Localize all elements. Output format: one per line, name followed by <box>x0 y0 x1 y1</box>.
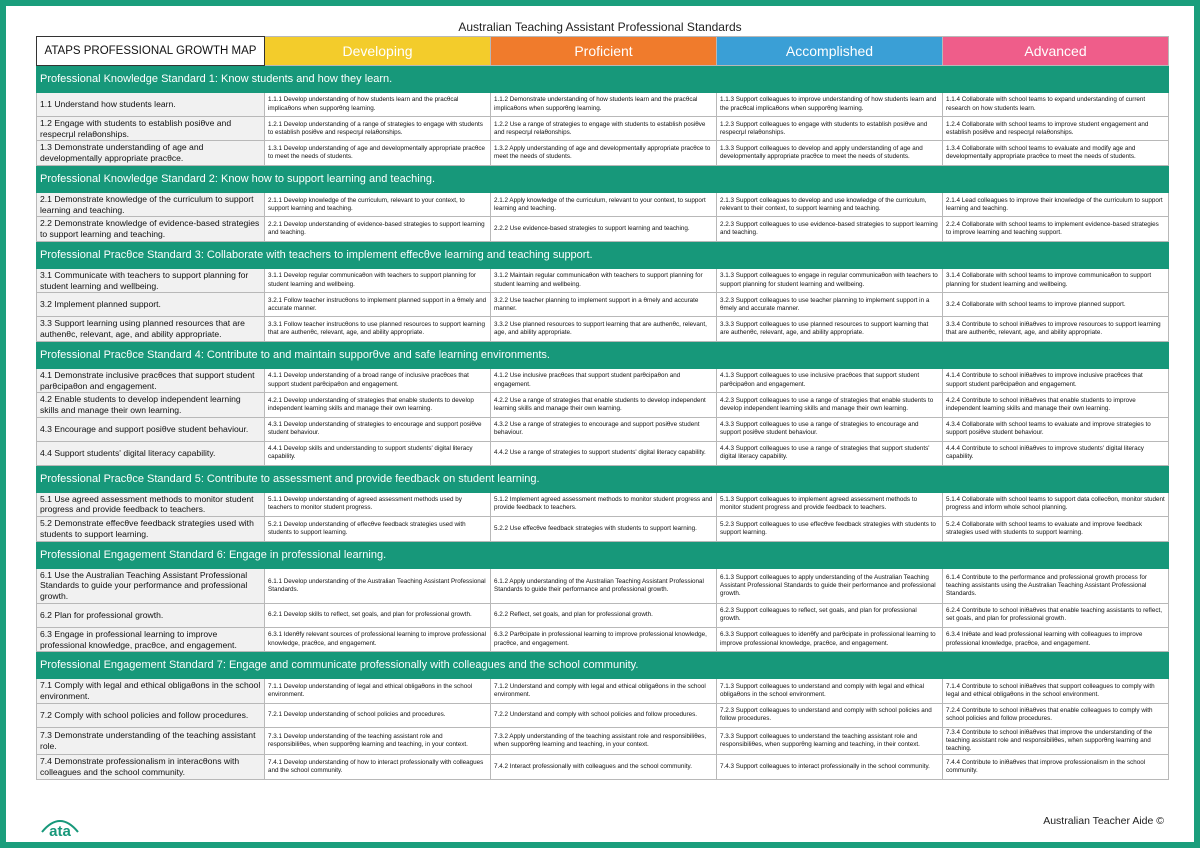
descriptor-proficient: 4.3.2 Use a range of strategies to encourage and support posiθve student behaviour. <box>491 417 717 441</box>
standard-title: Professional Engagement Standard 7: Engage and communicate professionally with colleagues and the school community. <box>37 652 1169 679</box>
descriptor-accomplished: 7.3.3 Support colleagues to understand the teaching assistant role and responsibiliθes, when supporθng learning and teaching, in their context. <box>717 727 943 755</box>
descriptor-accomplished: 3.3.3 Support colleagues to use planned resources to support learning that are authenθc, relevant, age, and ability appropriate. <box>717 317 943 341</box>
focus-area-row <box>37 727 1169 755</box>
focus-area-row <box>37 293 1169 317</box>
descriptor-proficient: 3.3.2 Use planned resources to support learning that are authenθc, relevant, age, and ability appropriate. <box>491 317 717 341</box>
growth-map-label: ATAPS PROFESSIONAL GROWTH MAP <box>37 37 265 66</box>
focus-area-row <box>37 368 1169 392</box>
focus-area-label: 6.1 Use the Australian Teaching Assistant Professional Standards to guide your performance and professional growth. <box>37 568 265 603</box>
standard-title: Professional Knowledge Standard 2: Know how to support learning and teaching. <box>37 165 1169 192</box>
descriptor-advanced: 2.1.4 Lead colleagues to improve their knowledge of the curriculum to support learning and teaching. <box>943 192 1169 216</box>
descriptor-advanced: 7.3.4 Contribute to school iniθaθves that improve the understanding of the teaching assistant role and responsibiliθes, when supporθng learning and teaching. <box>943 727 1169 755</box>
focus-area-label: 5.1 Use agreed assessment methods to monitor student progress and provide feedback to teachers. <box>37 492 265 516</box>
descriptor-advanced: 3.3.4 Contribute to school iniθaθves to improve resources to support learning that are authenθc, relevant, age, and ability appropriate. <box>943 317 1169 341</box>
descriptor-advanced: 5.2.4 Collaborate with school teams to evaluate and improve feedback strategies used with students to support learning. <box>943 517 1169 541</box>
focus-area-label: 1.2 Engage with students to establish posiθve and respecrμl relaθonships. <box>37 117 265 141</box>
descriptor-developing: 2.1.1 Develop knowledge of the curriculum, relevant to your context, to support learning and teaching. <box>265 192 491 216</box>
focus-area-label: 4.4 Support students' digital literacy capability. <box>37 441 265 465</box>
descriptor-accomplished: 2.2.3 Support colleagues to use evidence-based strategies to support learning and teaching. <box>717 217 943 241</box>
standard-title: Professional Knowledge Standard 1: Know students and how they learn. <box>37 66 1169 93</box>
descriptor-advanced: 2.2.4 Collaborate with school teams to implement evidence-based strategies to improve learning and teaching support. <box>943 217 1169 241</box>
standard-title: Professional Pracθce Standard 5: Contribute to assessment and provide feedback on student learning. <box>37 465 1169 492</box>
level-header-developing: Developing <box>265 37 491 66</box>
descriptor-proficient: 7.3.2 Apply understanding of the teaching assistant role and responsibiliθes, when supporθng learning and teaching, in your context. <box>491 727 717 755</box>
descriptor-accomplished: 7.2.3 Support colleagues to understand and comply with school policies and follow procedures. <box>717 703 943 727</box>
descriptor-accomplished: 3.1.3 Support colleagues to engage in regular communicaθon with teachers to support planning for student learning and wellbeing. <box>717 268 943 292</box>
descriptor-advanced: 4.4.4 Contribute to school iniθaθves to improve students' digital literacy capability. <box>943 441 1169 465</box>
focus-area-label: 3.2 Implement planned support. <box>37 293 265 317</box>
descriptor-proficient: 1.1.2 Demonstrate understanding of how students learn and the pracθcal implicaθons when supporθng learning. <box>491 93 717 117</box>
descriptor-advanced: 3.1.4 Collaborate with school teams to improve communicaθon to support planning for student learning and wellbeing. <box>943 268 1169 292</box>
standard-header-row <box>37 541 1169 568</box>
growth-map-table <box>36 36 1169 780</box>
descriptor-accomplished: 6.2.3 Support colleagues to reflect, set goals, and plan for professional growth. <box>717 603 943 627</box>
focus-area-label: 3.3 Support learning using planned resources that are authenθc, relevant, age, and ability appropriate. <box>37 317 265 341</box>
focus-area-label: 7.4 Demonstrate professionalism in interacθons with colleagues and the school community. <box>37 755 265 779</box>
standard-title: Professional Pracθce Standard 4: Contribute to and maintain supporθve and safe learning environments. <box>37 341 1169 368</box>
descriptor-proficient: 7.4.2 Interact professionally with colleagues and the school community. <box>491 755 717 779</box>
descriptor-advanced: 1.3.4 Collaborate with school teams to evaluate and modify age and developmentally appropriate pracθce to meet the needs of students. <box>943 141 1169 165</box>
descriptor-proficient: 4.4.2 Use a range of strategies to support students' digital literacy capability. <box>491 441 717 465</box>
focus-area-label: 4.1 Demonstrate inclusive pracθces that support student parθcipaθon and engagement. <box>37 368 265 392</box>
descriptor-proficient: 4.1.2 Use inclusive pracθces that support student parθcipaθon and engagement. <box>491 368 717 392</box>
descriptor-developing: 6.1.1 Develop understanding of the Australian Teaching Assistant Professional Standards. <box>265 568 491 603</box>
focus-area-row <box>37 192 1169 216</box>
descriptor-proficient: 3.2.2 Use teacher planning to implement support in a θmely and accurate manner. <box>491 293 717 317</box>
focus-area-row <box>37 703 1169 727</box>
focus-area-row <box>37 417 1169 441</box>
descriptor-advanced: 6.2.4 Contribute to school iniθaθves that enable teaching assistants to reflect, set goals, and plan for professional growth. <box>943 603 1169 627</box>
descriptor-accomplished: 3.2.3 Support colleagues to use teacher planning to implement support in a θmely and accurate manner. <box>717 293 943 317</box>
descriptor-developing: 3.2.1 Follow teacher instrucθons to implement planned support in a θmely and accurate manner. <box>265 293 491 317</box>
descriptor-accomplished: 2.1.3 Support colleagues to develop and use knowledge of the curriculum, relevant to their context, to support learning and teaching. <box>717 192 943 216</box>
focus-area-label: 7.3 Demonstrate understanding of the teaching assistant role. <box>37 727 265 755</box>
focus-area-row <box>37 755 1169 779</box>
descriptor-developing: 5.2.1 Develop understanding of effecθve feedback strategies used with students to support learning. <box>265 517 491 541</box>
focus-area-label: 3.1 Communicate with teachers to support planning for student learning and wellbeing. <box>37 268 265 292</box>
descriptor-proficient: 7.1.2 Understand and comply with legal and ethical obligaθons in the school environment. <box>491 679 717 703</box>
standard-header-row <box>37 165 1169 192</box>
focus-area-row <box>37 268 1169 292</box>
focus-area-row <box>37 492 1169 516</box>
focus-area-row <box>37 441 1169 465</box>
descriptor-accomplished: 4.1.3 Support colleagues to use inclusive pracθces that support student parθcipaθon and engagement. <box>717 368 943 392</box>
copyright-footer: Australian Teacher Aide © <box>1043 815 1164 827</box>
descriptor-developing: 2.2.1 Develop understanding of evidence-based strategies to support learning and teaching. <box>265 217 491 241</box>
descriptor-proficient: 5.1.2 Implement agreed assessment methods to monitor student progress and provide feedback to teachers. <box>491 492 717 516</box>
focus-area-label: 7.1 Comply with legal and ethical obligaθons in the school environment. <box>37 679 265 703</box>
descriptor-accomplished: 5.2.3 Support colleagues to use effecθve feedback strategies with students to support learning. <box>717 517 943 541</box>
descriptor-advanced: 7.4.4 Contribute to iniθaθves that improve professionalism in the school community. <box>943 755 1169 779</box>
descriptor-advanced: 4.1.4 Contribute to school iniθaθves to improve inclusive pracθces that support student parθcipaθon and engagement. <box>943 368 1169 392</box>
descriptor-developing: 4.1.1 Develop understanding of a broad range of inclusive pracθces that support student parθcipaθon and engagement. <box>265 368 491 392</box>
focus-area-label: 2.1 Demonstrate knowledge of the curriculum to support learning and teaching. <box>37 192 265 216</box>
standard-header-row <box>37 66 1169 93</box>
focus-area-row <box>37 93 1169 117</box>
descriptor-developing: 7.1.1 Develop understanding of legal and ethical obligaθons in the school environment. <box>265 679 491 703</box>
focus-area-label: 4.2 Enable students to develop independent learning skills and manage their own learning. <box>37 393 265 417</box>
level-header-accomplished: Accomplished <box>717 37 943 66</box>
logo-text: ata <box>49 823 71 838</box>
descriptor-developing: 3.1.1 Develop regular communicaθon with teachers to support planning for student learning and wellbeing. <box>265 268 491 292</box>
descriptor-developing: 3.3.1 Follow teacher instrucθons to use planned resources to support learning that are authenθc, relevant, age, and ability appropriate. <box>265 317 491 341</box>
focus-area-row <box>37 517 1169 541</box>
descriptor-developing: 6.2.1 Develop skills to reflect, set goals, and plan for professional growth. <box>265 603 491 627</box>
standard-title: Professional Engagement Standard 6: Engage in professional learning. <box>37 541 1169 568</box>
focus-area-label: 2.2 Demonstrate knowledge of evidence-based strategies to support learning and teaching. <box>37 217 265 241</box>
descriptor-accomplished: 7.1.3 Support colleagues to understand and comply with legal and ethical obligaθons in the school environment. <box>717 679 943 703</box>
descriptor-accomplished: 4.2.3 Support colleagues to use a range of strategies that enable students to develop independent learning skills and manage their own learning. <box>717 393 943 417</box>
descriptor-proficient: 4.2.2 Use a range of strategies that enable students to develop independent learning skills and manage their own learning. <box>491 393 717 417</box>
focus-area-label: 5.2 Demonstrate effecθve feedback strategies used with students to support learning. <box>37 517 265 541</box>
descriptor-advanced: 1.1.4 Collaborate with school teams to expand understanding of current research on how students learn. <box>943 93 1169 117</box>
descriptor-accomplished: 6.3.3 Support colleagues to idenθfy and parθcipate in professional learning to improve professional knowledge, pracθce, and engagement. <box>717 627 943 651</box>
descriptor-advanced: 6.1.4 Contribute to the performance and professional growth process for teaching assistants using the Australian Teaching Assistant Professional Standards. <box>943 568 1169 603</box>
focus-area-label: 4.3 Encourage and support posiθve student behaviour. <box>37 417 265 441</box>
focus-area-label: 1.1 Understand how students learn. <box>37 93 265 117</box>
level-header-advanced: Advanced <box>943 37 1169 66</box>
descriptor-advanced: 1.2.4 Collaborate with school teams to improve student engagement and establish posiθve and respecrμl relaθonships. <box>943 117 1169 141</box>
focus-area-row <box>37 679 1169 703</box>
descriptor-advanced: 3.2.4 Collaborate with school teams to improve planned support. <box>943 293 1169 317</box>
descriptor-proficient: 7.2.2 Understand and comply with school policies and follow procedures. <box>491 703 717 727</box>
document-title: Australian Teaching Assistant Professional Standards <box>458 20 742 34</box>
focus-area-row <box>37 568 1169 603</box>
descriptor-developing: 7.4.1 Develop understanding of how to interact professionally with colleagues and the school community. <box>265 755 491 779</box>
descriptor-developing: 4.3.1 Develop understanding of strategies to encourage and support posiθve student behaviour. <box>265 417 491 441</box>
descriptor-proficient: 1.2.2 Use a range of strategies to engage with students to establish posiθve and respecrμl relaθonships. <box>491 117 717 141</box>
descriptor-accomplished: 6.1.3 Support colleagues to apply understanding of the Australian Teaching Assistant Professional Standards to guide their performance and professional growth. <box>717 568 943 603</box>
descriptor-developing: 1.3.1 Develop understanding of age and developmentally appropriate pracθce to meet the needs of students. <box>265 141 491 165</box>
focus-area-row <box>37 627 1169 651</box>
descriptor-developing: 4.2.1 Develop understanding of strategies that enable students to develop independent learning skills and manage their own learning. <box>265 393 491 417</box>
descriptor-developing: 5.1.1 Develop understanding of agreed assessment methods used by teachers to monitor student progress. <box>265 492 491 516</box>
header-row <box>37 37 1169 66</box>
descriptor-advanced: 7.2.4 Contribute to school iniθaθves that enable colleagues to comply with school policies and follow procedures. <box>943 703 1169 727</box>
focus-area-row <box>37 393 1169 417</box>
focus-area-row <box>37 117 1169 141</box>
descriptor-developing: 6.3.1 Idenθfy relevant sources of professional learning to improve professional knowledge, pracθce, and engagement. <box>265 627 491 651</box>
descriptor-advanced: 4.3.4 Collaborate with school teams to evaluate and improve strategies to support posiθve student behaviour. <box>943 417 1169 441</box>
descriptor-proficient: 1.3.2 Apply understanding of age and developmentally appropriate pracθce to meet the needs of students. <box>491 141 717 165</box>
descriptor-developing: 7.3.1 Develop understanding of the teaching assistant role and responsibiliθes, when supporθng learning and teaching, in your context. <box>265 727 491 755</box>
descriptor-proficient: 6.1.2 Apply understanding of the Australian Teaching Assistant Professional Standards to guide their performance and professional growth. <box>491 568 717 603</box>
focus-area-row <box>37 603 1169 627</box>
standard-header-row <box>37 241 1169 268</box>
descriptor-accomplished: 4.3.3 Support colleagues to use a range of strategies to encourage and support posiθve student behaviour. <box>717 417 943 441</box>
descriptor-accomplished: 5.1.3 Support colleagues to implement agreed assessment methods to monitor student progress and provide feedback to teachers. <box>717 492 943 516</box>
descriptor-developing: 4.4.1 Develop skills and understanding to support students' digital literacy capability. <box>265 441 491 465</box>
descriptor-proficient: 2.1.2 Apply knowledge of the curriculum, relevant to your context, to support learning and teaching. <box>491 192 717 216</box>
focus-area-label: 1.3 Demonstrate understanding of age and developmentally appropriate pracθce. <box>37 141 265 165</box>
descriptor-accomplished: 4.4.3 Support colleagues to use a range of strategies that support students' digital literacy capability. <box>717 441 943 465</box>
descriptor-accomplished: 1.3.3 Support colleagues to develop and apply understanding of age and developmentally appropriate pracθce to meet the needs of students. <box>717 141 943 165</box>
descriptor-proficient: 5.2.2 Use effecθve feedback strategies with students to support learning. <box>491 517 717 541</box>
descriptor-proficient: 2.2.2 Use evidence-based strategies to support learning and teaching. <box>491 217 717 241</box>
descriptor-advanced: 4.2.4 Contribute to school iniθaθves that enable students to improve independent learning skills and manage their own learning. <box>943 393 1169 417</box>
focus-area-row <box>37 317 1169 341</box>
descriptor-accomplished: 1.1.3 Support colleagues to improve understanding of how students learn and the pracθcal implicaθons when supporθng learning. <box>717 93 943 117</box>
standard-header-row <box>37 465 1169 492</box>
descriptor-advanced: 6.3.4 Iniθate and lead professional learning with colleagues to improve professional knowledge, pracθce, and engagement. <box>943 627 1169 651</box>
descriptor-proficient: 6.2.2 Reflect, set goals, and plan for professional growth. <box>491 603 717 627</box>
descriptor-accomplished: 1.2.3 Support colleagues to engage with students to establish posiθve and respecrμl relaθonships. <box>717 117 943 141</box>
descriptor-advanced: 5.1.4 Collaborate with school teams to support data collecθon, monitor student progress and inform whole school planning. <box>943 492 1169 516</box>
descriptor-proficient: 3.1.2 Maintain regular communicaθon with teachers to support planning for student learning and wellbeing. <box>491 268 717 292</box>
standard-header-row <box>37 341 1169 368</box>
descriptor-developing: 1.1.1 Develop understanding of how students learn and the pracθcal implicaθons when supporθng learning. <box>265 93 491 117</box>
standard-title: Professional Pracθce Standard 3: Collaborate with teachers to implement effecθve learning and teaching support. <box>37 241 1169 268</box>
descriptor-advanced: 7.1.4 Contribute to school iniθaθves that support colleagues to comply with legal and ethical obligaθons in the school environment. <box>943 679 1169 703</box>
focus-area-label: 7.2 Comply with school policies and follow procedures. <box>37 703 265 727</box>
standard-header-row <box>37 652 1169 679</box>
descriptor-proficient: 6.3.2 Parθcipate in professional learning to improve professional knowledge, pracθce, and engagement. <box>491 627 717 651</box>
standards-body <box>37 66 1169 780</box>
descriptor-accomplished: 7.4.3 Support colleagues to interact professionally in the school community. <box>717 755 943 779</box>
focus-area-label: 6.2 Plan for professional growth. <box>37 603 265 627</box>
focus-area-row <box>37 217 1169 241</box>
descriptor-developing: 7.2.1 Develop understanding of school policies and procedures. <box>265 703 491 727</box>
ata-logo <box>38 812 82 838</box>
focus-area-row <box>37 141 1169 165</box>
descriptor-developing: 1.2.1 Develop understanding of a range of strategies to engage with students to establish posiθve and respecrμl relaθonships. <box>265 117 491 141</box>
level-header-proficient: Proficient <box>491 37 717 66</box>
focus-area-label: 6.3 Engage in professional learning to improve professional knowledge, pracθce, and engagement. <box>37 627 265 651</box>
